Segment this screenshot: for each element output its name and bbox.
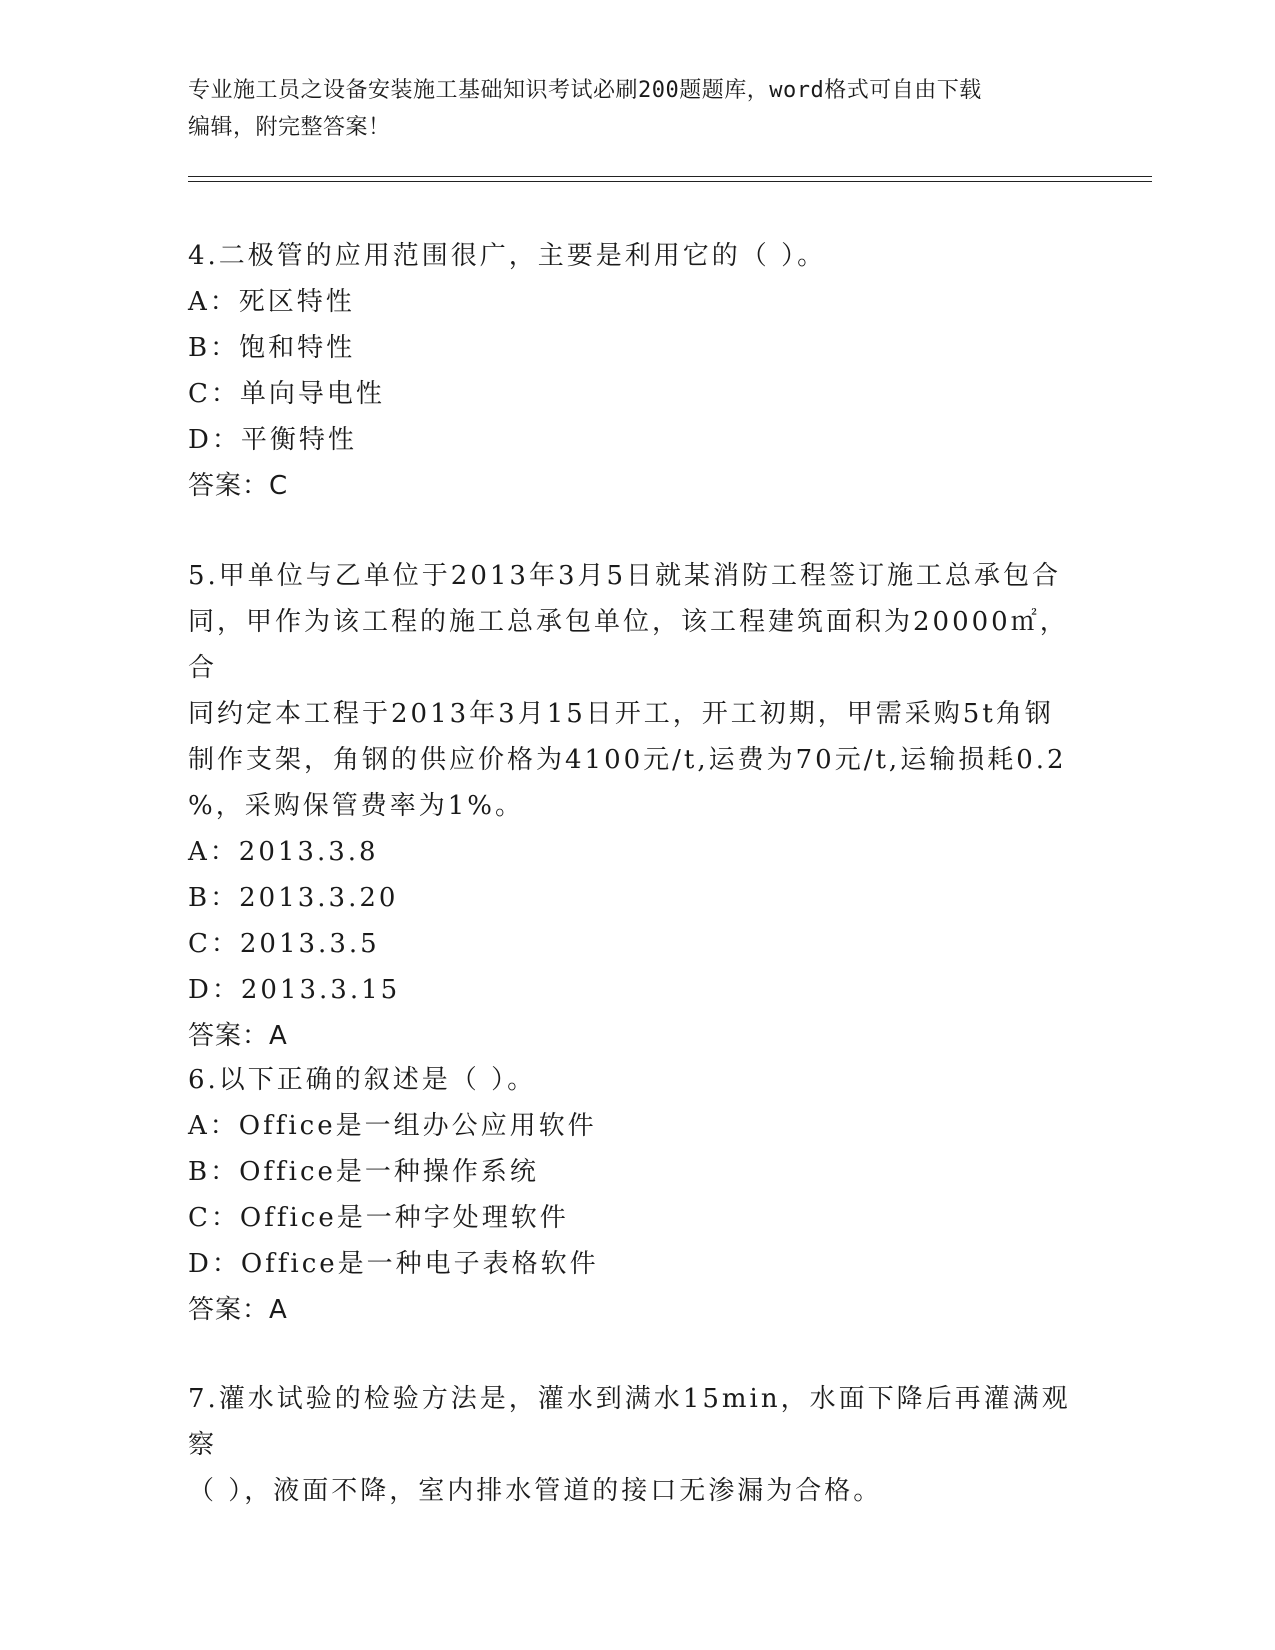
option-b: B：2013.3.20 bbox=[188, 883, 399, 913]
option-a: A：2013.3.8 bbox=[188, 837, 379, 867]
header-title-line-2: 编辑，附完整答案！ bbox=[188, 115, 391, 140]
header-title-line-1: 专业施工员之设备安装施工基础知识考试必刷200题题库，word格式可自由下载 bbox=[188, 78, 982, 103]
option-d: D：2013.3.15 bbox=[188, 975, 401, 1005]
option-a: A：Office是一组办公应用软件 bbox=[188, 1111, 597, 1141]
question-4 bbox=[188, 233, 1088, 509]
header-divider-top bbox=[188, 176, 1152, 177]
answer: 答案：C bbox=[188, 471, 289, 501]
option-b: B：Office是一种操作系统 bbox=[188, 1157, 539, 1187]
answer: 答案：A bbox=[188, 1021, 288, 1051]
document-header bbox=[188, 72, 1068, 146]
question-stem-line: 5.甲单位与乙单位于2013年3月5日就某消防工程签订施工总承包合 bbox=[188, 561, 1062, 591]
answer: 答案：A bbox=[188, 1295, 288, 1325]
question-stem-line: 7.灌水试验的检验方法是，灌水到满水15min，水面下降后再灌满观察 bbox=[188, 1384, 1071, 1460]
question-stem-line: %，采购保管费率为1%。 bbox=[188, 791, 524, 821]
question-stem-line: 制作支架，角钢的供应价格为4100元/t,运费为70元/t,运输损耗0.2 bbox=[188, 745, 1067, 775]
question-stem: 6.以下正确的叙述是（ ）。 bbox=[188, 1065, 537, 1095]
header-divider-bottom bbox=[188, 181, 1152, 182]
option-a: A：死区特性 bbox=[188, 287, 355, 317]
question-7 bbox=[188, 1376, 1088, 1514]
option-d: D：Office是一种电子表格软件 bbox=[188, 1249, 599, 1279]
question-stem-line: 同，甲作为该工程的施工总承包单位，该工程建筑面积为20000㎡，合 bbox=[188, 607, 1069, 683]
question-stem-line: （ ），液面不降，室内排水管道的接口无渗漏为合格。 bbox=[188, 1476, 883, 1506]
question-5 bbox=[188, 553, 1088, 1059]
option-c: C：2013.3.5 bbox=[188, 929, 380, 959]
option-b: B：饱和特性 bbox=[188, 333, 356, 363]
option-d: D：平衡特性 bbox=[188, 425, 357, 455]
option-c: C：Office是一种字处理软件 bbox=[188, 1203, 569, 1233]
option-c: C：单向导电性 bbox=[188, 379, 385, 409]
question-stem: 4.二极管的应用范围很广，主要是利用它的（ ）。 bbox=[188, 241, 827, 271]
question-stem-line: 同约定本工程于2013年3月15日开工，开工初期，甲需采购5t角钢 bbox=[188, 699, 1054, 729]
question-6 bbox=[188, 1057, 1088, 1333]
